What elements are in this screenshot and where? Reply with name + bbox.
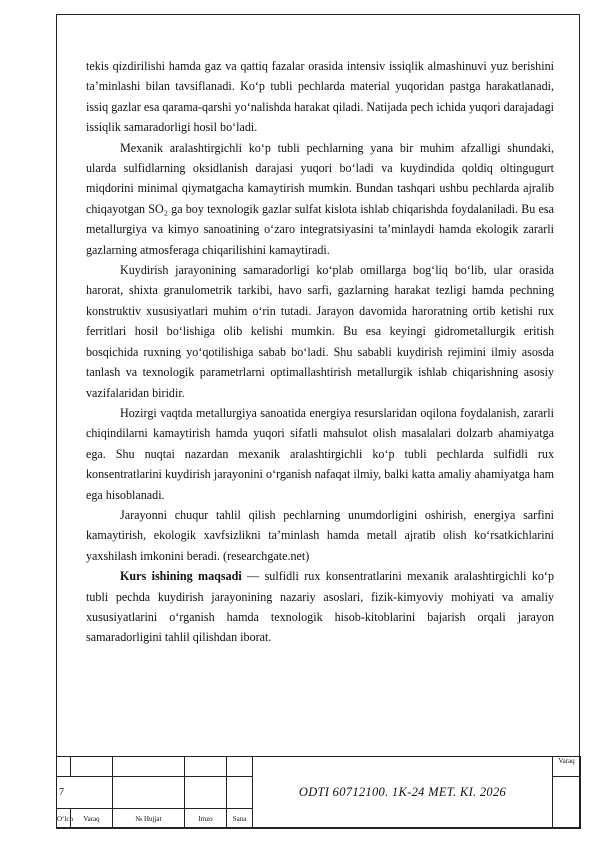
- document-number-cell: [253, 757, 553, 829]
- goal-paragraph: [86, 566, 554, 648]
- goal-label: Kurs ishining maqsadi: [120, 569, 242, 584]
- col-sana: Sana: [227, 809, 253, 829]
- document-body: [86, 56, 554, 648]
- paragraph: Hozirgi vaqtda metallurgiya sanoatida energiya resurslaridan oqilona foydalanish, zararli chiqindilarni kamaytirish hamda yuqori sifatli mahsulot olish masalalari dolzarb ahamiyatga ega. Shu nuqtai nazardan mexanik aralashtirgichli ko‘p tubli pechlarda sulfidli rux konsentratlarini kuydirish jarayonini o‘rganish nafaqat ilmiy, balki katta amaliy ahamiyatga ham ega hisoblanadi.: [86, 405, 554, 502]
- sheet-label: Varaq: [553, 757, 581, 777]
- paragraph: tekis qizdirilishi hamda gaz va qattiq fazalar orasida intensiv issiqlik almashinuvi yuz berishini ta’minlashi bilan tavsiflanadi. Ko‘p tubli pechlarda material yuqoridan pastga harakatlanadi, issiq gazlar esa qarama-qarshi yo‘nalishda harakat qiladi. Natijada pech ichida yuqori darajadagi issiqlik samaradorligi hosil bo‘ladi.: [86, 59, 554, 135]
- document-number: ODTI 60712100. 1K-24 MET. KI. 2026: [298, 785, 507, 799]
- goal-text: — sulfidli rux konsentratlarini mexanik aralashtirgichli ko‘p tubli pechda kuydirish jarayonining nazariy asoslari, fizik-kimyoviy mohiyati va amaliy xususiyatlarini o‘rganish hamda texnologik hisob-kitoblarini bajarish orqali jarayon samaradorligini tahlil qilishdan iborat.: [86, 569, 554, 645]
- title-block: [56, 756, 580, 828]
- page-number: 7: [57, 777, 113, 809]
- paragraph: Jarayonni chuqur tahlil qilish pechlarning unumdorligini oshirish, energiya sarfini kamaytirish, ekologik xavfsizlikni ta’minlash hamda metall ajratib olish ko‘rsatkichlarini yaxshilash imkonini beradi. (researchgate.net): [86, 507, 554, 563]
- col-varaq: Varaq: [71, 809, 113, 829]
- paragraph: Mexanik aralashtirgichli ko‘p tubli pechlarning yana bir muhim afzalligi shundaki, ularda sulfidlarning oksidlanish darajasi yuqori bo‘ladi va kuydindida qoldiq oltingugurt miqdorini minimal qiymatgacha kamaytirish mumkin. Bundan tashqari ushbu pechlarda ajralib chiqayotgan SO₂ ga boy texnologik gazlar sulfat kislota ishlab chiqarishda foydalaniladi. Bu esa metallurgiya va kimyo sanoatining o‘zaro integratsiyasini ta’minlaydi hamda ekologik zararli gazlarning atmosferaga chiqarilishini kamaytiradi.: [86, 140, 554, 257]
- paragraph: Kuydirish jarayonining samaradorligi ko‘plab omillarga bog‘liq bo‘lib, ular orasida harorat, shixta granulometrik tarkibi, havo sarfi, gazlarning harakat tezligi hamda pechning konstruktiv xususiyatlari muhim o‘rin tutadi. Jarayon davomida haroratning ortib ketishi rux ferritlari hosil bo‘lishiga olib kelishi mumkin. Bu esa keyingi gidrometallurgik eritish bosqichida ruxning yo‘qotilishiga sabab bo‘ladi. Shu sababli kuydirish rejimini ilmiy asosda tanlash va texnologik parametrlarni optimallashtirish metallurgik ishlab chiqarishning asosiy vazifalaridan biridir.: [86, 263, 554, 400]
- col-imzo: Imzo: [185, 809, 227, 829]
- col-hujjat: № Hujjat: [113, 809, 185, 829]
- col-olch: O‘lch: [57, 809, 71, 829]
